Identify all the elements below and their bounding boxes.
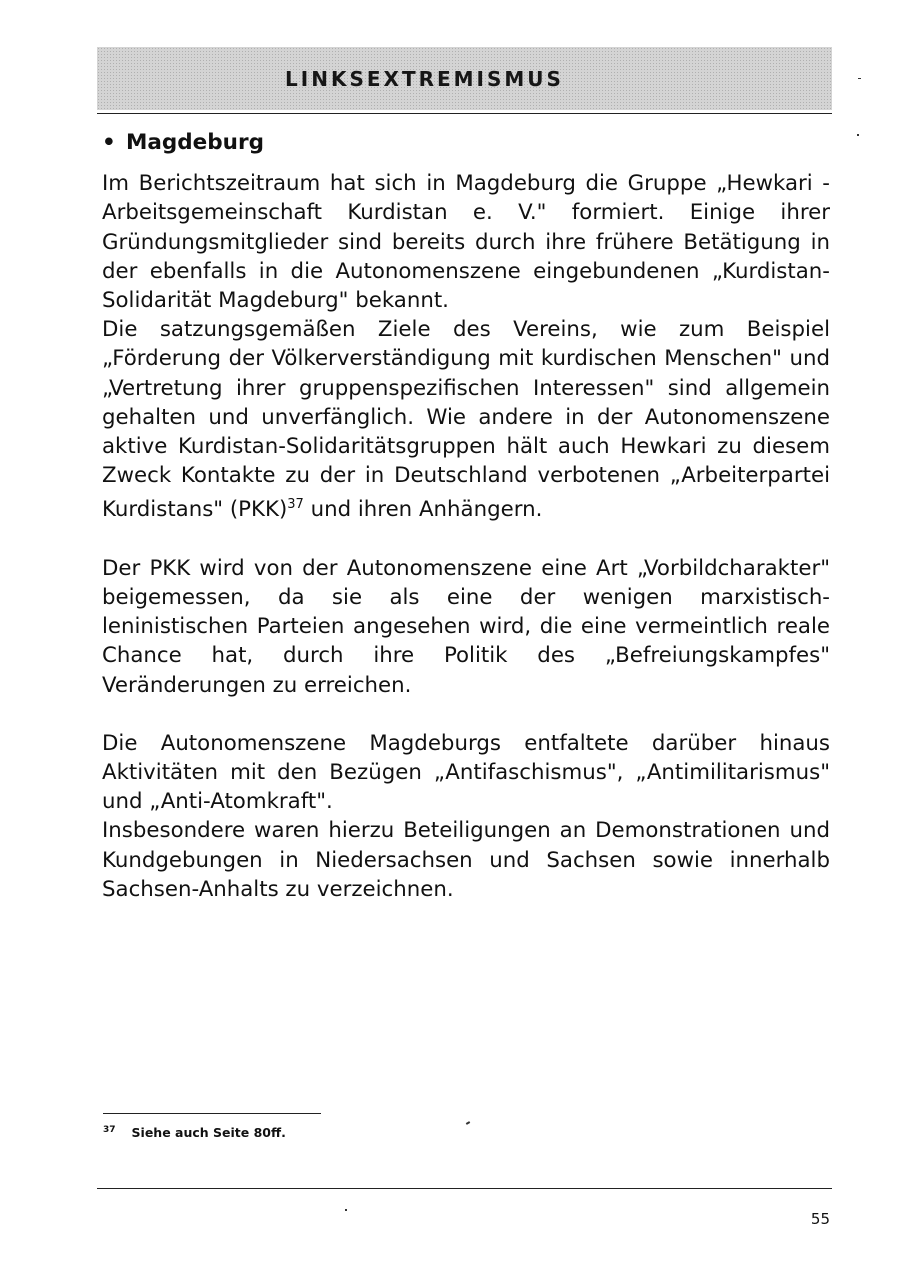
page-number: 55: [810, 1210, 830, 1228]
paragraph-gap: [102, 700, 830, 729]
footnote-reference: 37: [287, 497, 304, 513]
chapter-title: LINKSEXTREMISMUS: [285, 66, 564, 91]
scan-speck: [858, 78, 861, 79]
header-divider: [97, 113, 832, 114]
paragraph-vereinsziele-end: und ihren Anhängern.: [303, 497, 543, 523]
footnote: [103, 1125, 286, 1140]
scan-speck: [857, 134, 859, 136]
section-heading: [102, 128, 830, 157]
main-content: [102, 128, 830, 904]
footnote-number: 37: [103, 1125, 116, 1135]
paragraph-pkk: Der PKK wird von der Autonomenszene eine Art „Vorbildcharakter" beigemessen, da sie als eine der wenigen marxistisch-leninistischen Parteien angesehen wird, die eine vermeintlich reale Chance hat, durch ihre Politik des „Befreiungskampfes" Veränderungen zu erreichen.: [102, 555, 830, 698]
scan-speck: [345, 1209, 347, 1211]
footer-divider: [97, 1188, 832, 1189]
scan-speck: [466, 1121, 470, 1125]
chapter-header-band: [97, 47, 832, 110]
paragraph-demonstrationen: Insbesondere waren hierzu Beteiligungen an Demonstrationen und Kundgebungen in Niedersachsen und Sachsen sowie innerhalb Sachsen-Anhalts zu verzeichnen.: [102, 818, 830, 902]
paragraph-aktivitaeten: Die Autonomenszene Magdeburgs entfaltete darüber hinaus Aktivitäten mit den Bezügen „Antifaschismus", „Antimilitarismus" und „Anti-Atomkraft".: [102, 730, 830, 815]
section-heading-text: Magdeburg: [126, 130, 264, 155]
footnote-divider: [103, 1113, 321, 1114]
paragraph-vereinsziele: [102, 315, 830, 525]
paragraph-gap: [102, 525, 830, 554]
footnote-text: Siehe auch Seite 80ff.: [131, 1125, 286, 1141]
bullet-icon: •: [102, 130, 116, 155]
paragraph-vereinsziele-text: Die satzungsgemäßen Ziele des Vereins, wie zum Beispiel „Förderung der Völkerverständigung mit kurdischen Menschen" und „Vertretung ihrer gruppenspezifischen Interessen" sind allgemein gehalten und unverfänglich. Wie andere in der Autonomenszene aktive Kurdistan-Solidaritätsgruppen hält auch Hewkari zu diesem Zweck Kontakte zu der in Deutschland verbotenen „Arbeiterpartei Kurdistans" (PKK): [102, 317, 830, 523]
paragraph-hewkari: Im Berichtszeitraum hat sich in Magdeburg die Gruppe „Hewkari - Arbeitsgemeinschaft Kurdistan e. V." formiert. Einige ihrer Gründungsmitglieder sind bereits durch ihre frühere Betätigung in der ebenfalls in die Autonomenszene eingebundenen „Kurdistan-Solidarität Magdeburg" bekannt.: [102, 171, 830, 314]
